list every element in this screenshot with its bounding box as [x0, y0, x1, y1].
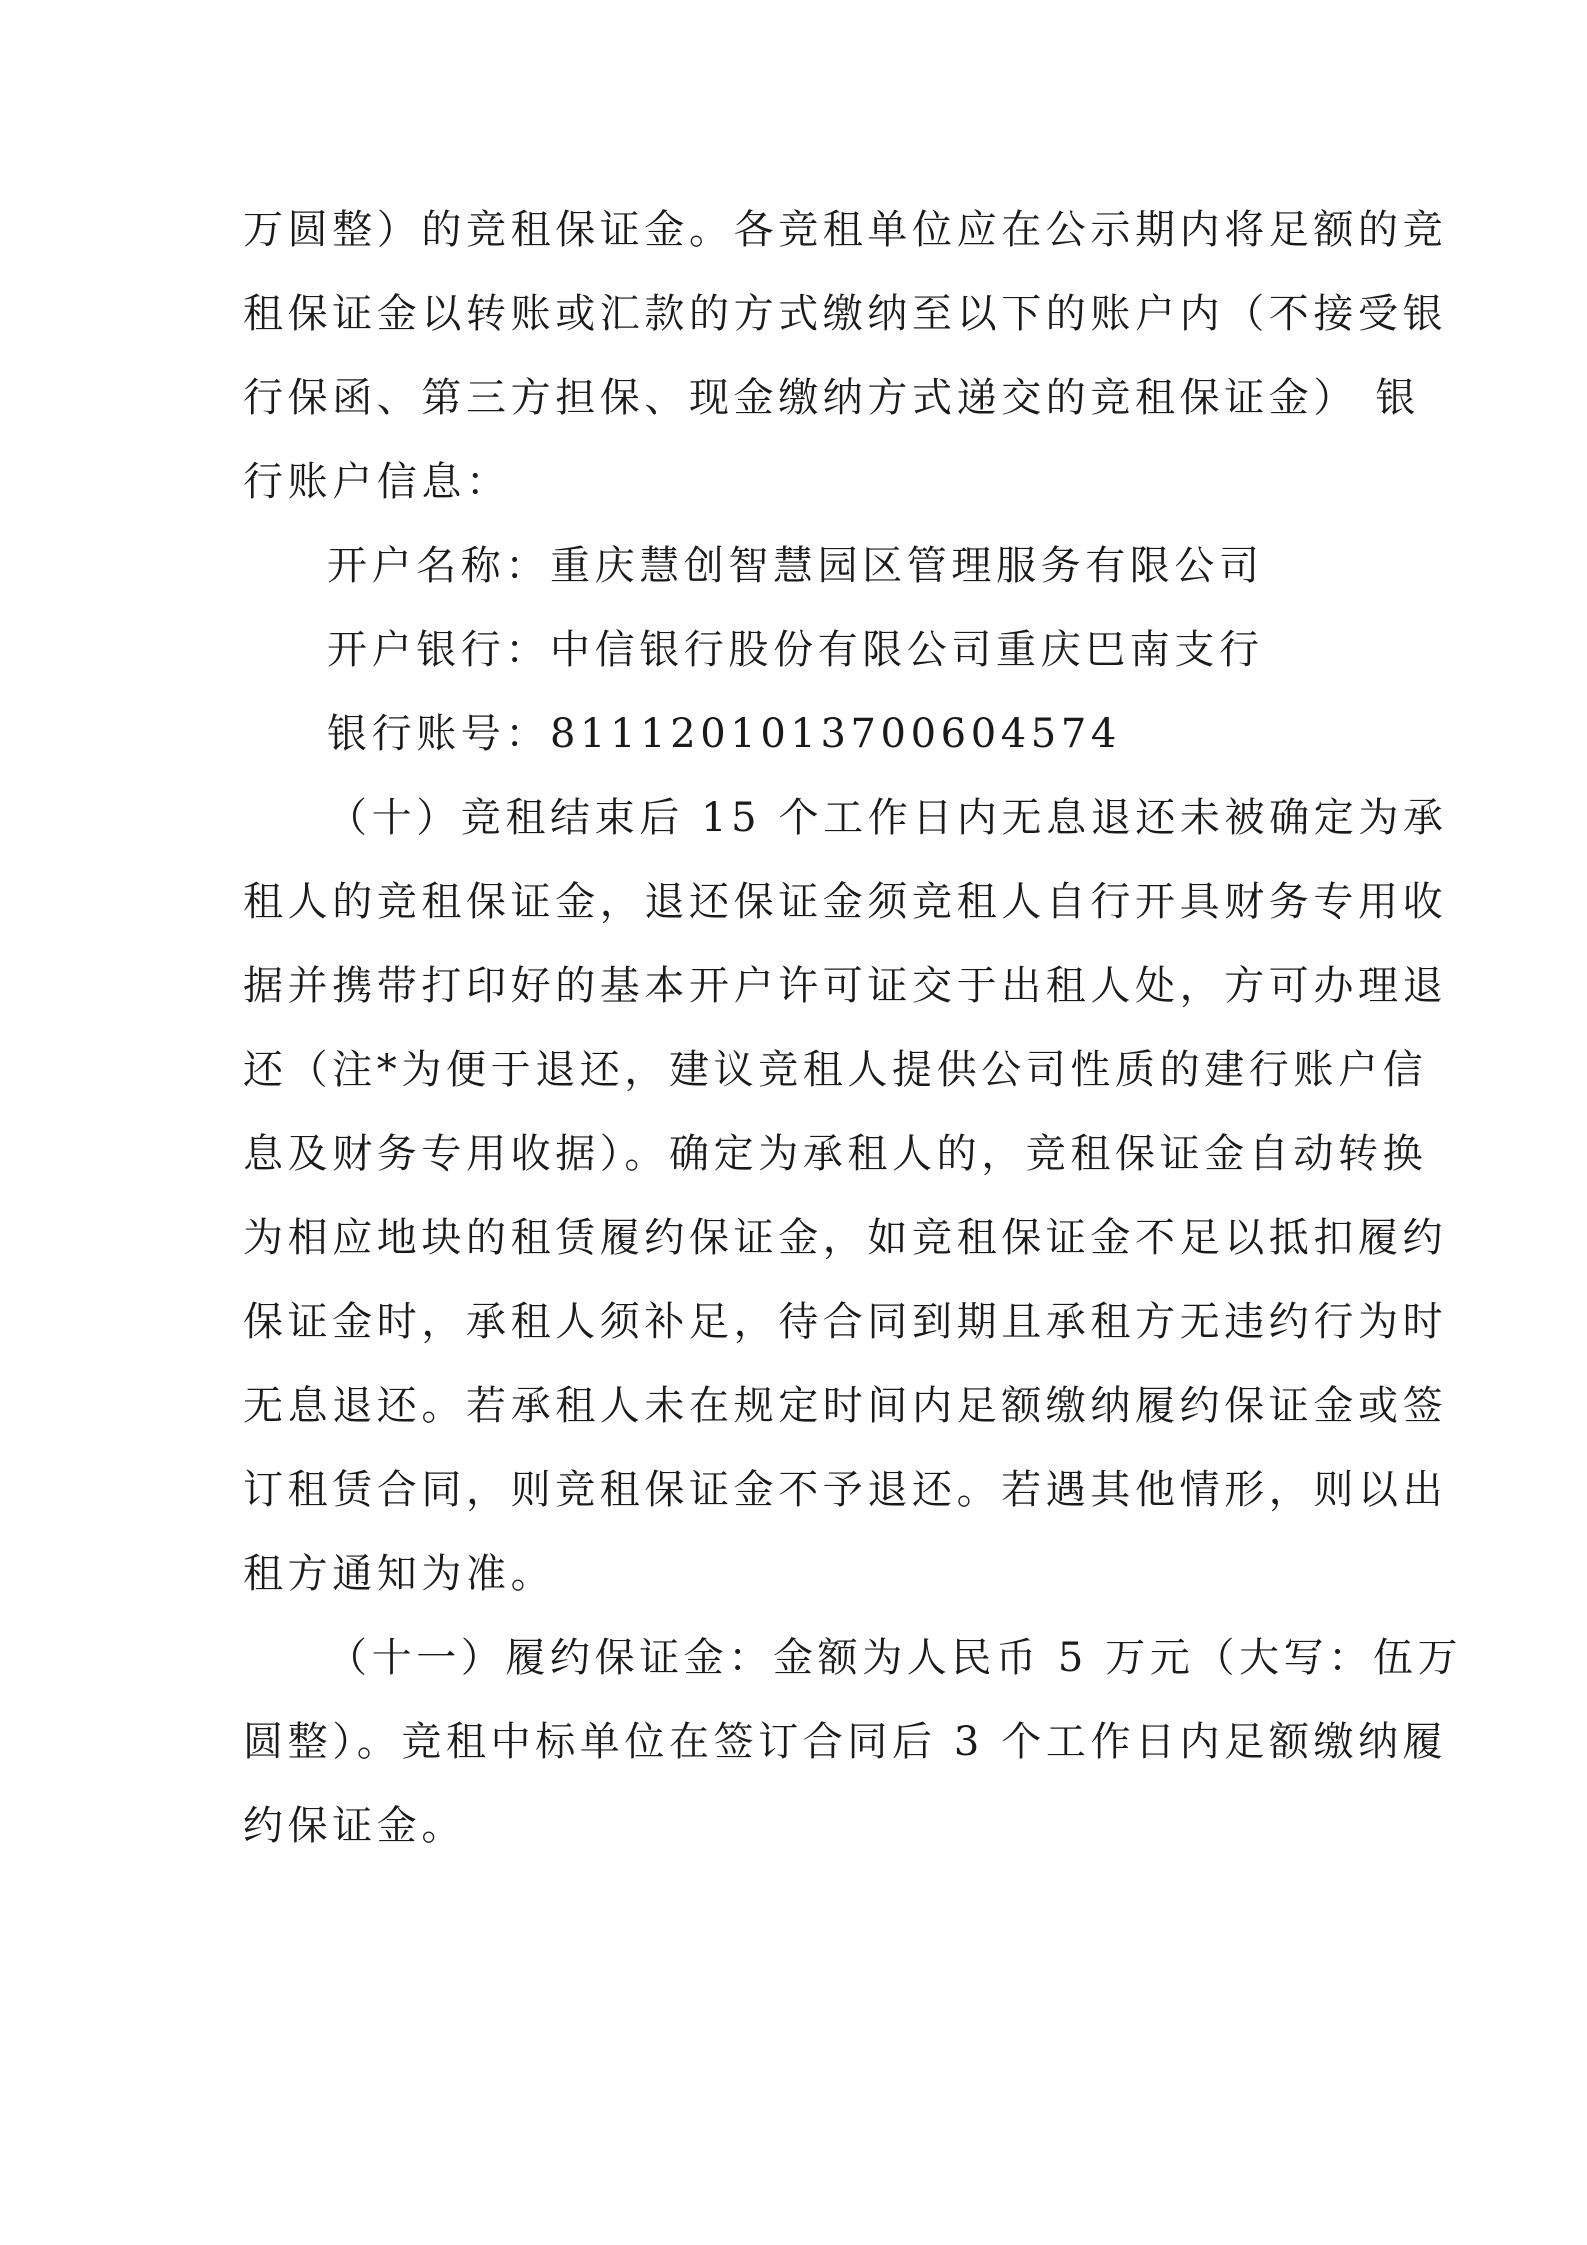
text-line: 约保证金。 — [243, 1803, 466, 1849]
paragraph-deposit-intro — [243, 188, 1448, 524]
text-line: 行保函、第三方担保、现金缴纳方式递交的竞租保证金） 银 — [243, 375, 1420, 421]
paragraph-clause-ten — [243, 776, 1448, 1616]
text-line: 租保证金以转账或汇款的方式缴纳至以下的账户内（不接受银 — [243, 291, 1448, 337]
paragraph-account-bank — [243, 608, 1378, 692]
text-line: 订租赁合同，则竞租保证金不予退还。若遇其他情形，则以出 — [243, 1467, 1448, 1513]
text-line: 圆整）。竞租中标单位在签订合同后 3 个工作日内足额缴纳履 — [243, 1719, 1448, 1765]
text-line: 据并携带打印好的基本开户许可证交于出租人处，方可办理退 — [243, 963, 1448, 1009]
text-line: （十）竞租结束后 15 个工作日内无息退还未被确定为承 — [327, 795, 1448, 841]
paragraph-clause-eleven — [243, 1616, 1463, 1868]
text-line: （十一）履约保证金：金额为人民币 5 万元（大写：伍万 — [327, 1635, 1463, 1681]
account-bank-line: 开户银行：中信银行股份有限公司重庆巴南支行 — [327, 627, 1264, 673]
document-body — [243, 188, 1463, 1868]
paragraph-account-name — [243, 524, 1378, 608]
text-line: 行账户信息： — [243, 459, 511, 505]
account-name-line: 开户名称：重庆慧创智慧园区管理服务有限公司 — [327, 543, 1264, 589]
text-line: 保证金时，承租人须补足，待合同到期且承租方无违约行为时 — [243, 1299, 1448, 1345]
text-line: 息及财务专用收据）。确定为承租人的，竞租保证金自动转换 — [243, 1131, 1428, 1177]
text-line: 为相应地块的租赁履约保证金，如竞租保证金不足以抵扣履约 — [243, 1215, 1448, 1261]
paragraph-account-number — [243, 692, 1378, 776]
account-number-line: 银行账号：8111201013700604574 — [327, 711, 1121, 757]
text-line: 无息退还。若承租人未在规定时间内足额缴纳履约保证金或签 — [243, 1383, 1448, 1429]
text-line: 租人的竞租保证金，退还保证金须竞租人自行开具财务专用收 — [243, 879, 1448, 925]
text-line: 租方通知为准。 — [243, 1551, 556, 1597]
text-line: 万圆整）的竞租保证金。各竞租单位应在公示期内将足额的竞 — [243, 207, 1448, 253]
text-line: 还（注*为便于退还，建议竞租人提供公司性质的建行账户信 — [243, 1047, 1428, 1093]
